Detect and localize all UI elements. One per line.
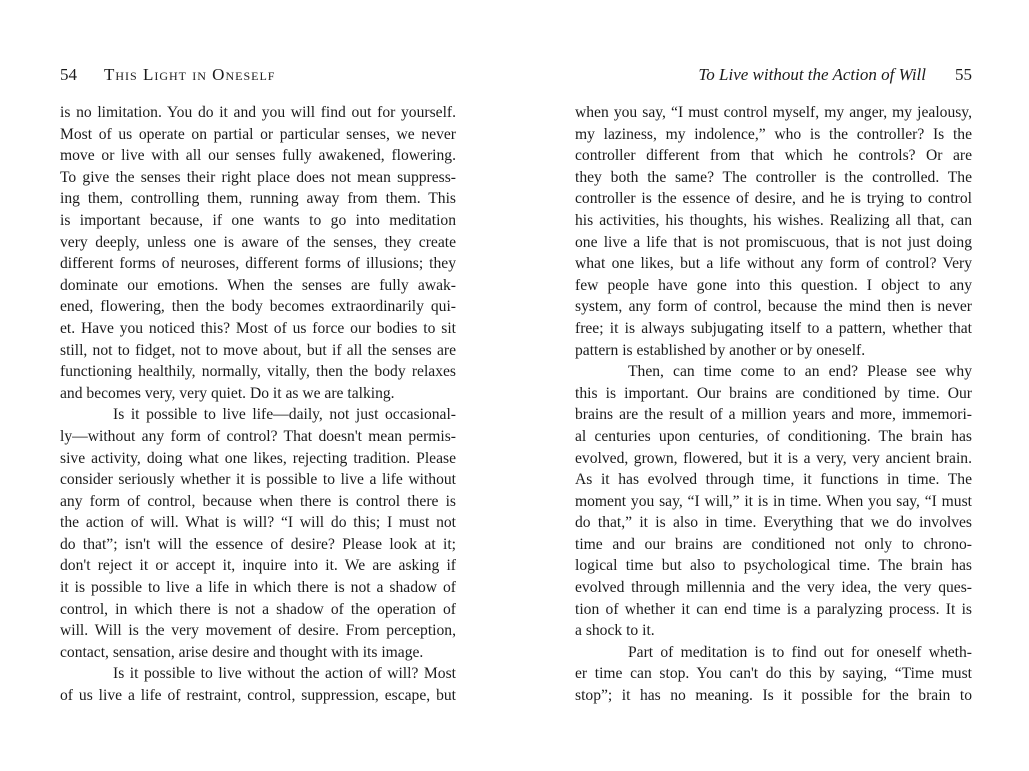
text-line: this is important. Our brains are conditioned by time. Our — [575, 384, 972, 402]
left-page-number: 54 — [60, 65, 77, 84]
text-line: the action of will. What is will? “I will do this; I must not — [60, 514, 456, 532]
right-page-number: 55 — [955, 65, 972, 84]
text-line: system, any form of control, because the mind then is never — [575, 298, 972, 316]
right-page — [575, 0, 972, 771]
text-line: stop”; it has no meaning. Is it possible for the brain to — [575, 687, 972, 705]
book-title: This Light in Oneself — [104, 65, 276, 84]
text-line: logical time but also to psychological time. The brain has — [575, 557, 972, 575]
text-line: when you say, “I must control myself, my anger, my jealousy, — [575, 104, 972, 121]
text-line: Most of us operate on partial or particular senses, we never — [60, 125, 456, 143]
chapter-title: To Live without the Action of Will — [698, 65, 926, 84]
left-body-text — [60, 102, 456, 707]
text-line: dominate our emotions. When the senses are fully awak- — [60, 276, 456, 294]
text-line: al centuries upon centuries, of conditioning. The brain has — [575, 427, 972, 445]
text-line: his activities, his thoughts, his wishes. Realizing all that, can — [575, 211, 972, 229]
text-line: ened, flowering, then the body becomes extraordinarily qui- — [60, 298, 456, 316]
text-line: evolved through millennia and the very idea, the very ques- — [575, 579, 972, 597]
text-line: free; it is always subjugating itself to a pattern, whether that — [575, 319, 972, 337]
text-line: brains are the result of a million years and more, immemori- — [575, 406, 972, 424]
right-running-head — [575, 64, 972, 86]
text-line: move or live with all our senses fully awakened, flowering. — [60, 147, 456, 165]
text-line: few people have gone into this question. I object to any — [575, 276, 972, 294]
text-line: and becomes very, very quiet. Do it as we are talking. — [60, 384, 395, 402]
text-line: different forms of neuroses, different forms of illusions; they — [60, 255, 456, 273]
text-line: Is it possible to live life—daily, not just occasional- — [113, 406, 456, 424]
text-line: is important because, if one wants to go into meditation — [60, 211, 456, 229]
text-line: ing them, controlling them, running away from them. This — [60, 190, 456, 208]
text-line: do that”; isn't will the essence of desire? Please look at it; — [60, 535, 456, 553]
text-line: Is it possible to live without the action of will? Most — [113, 665, 456, 683]
text-line: contact, sensation, arise desire and thought with its image. — [60, 643, 424, 661]
text-line: Part of meditation is to find out for oneself wheth- — [628, 643, 972, 661]
text-line: sive activity, doing what one likes, rejecting tradition. Please — [60, 449, 456, 467]
text-line: et. Have you noticed this? Most of us force our bodies to sit — [60, 319, 456, 337]
text-line: any form of control, because when there is control there is — [60, 492, 456, 510]
text-line: evolved, grown, flowered, but it is a very, very ancient brain. — [575, 449, 972, 467]
text-line: of us live a life of restraint, control, suppression, escape, but — [60, 687, 456, 705]
text-line: pattern is established by another or by oneself. — [575, 341, 866, 359]
left-running-head — [60, 64, 456, 86]
text-line: will. Will is the very movement of desire. From perception, — [60, 622, 456, 640]
text-line: To give the senses their right place does not mean suppress- — [60, 168, 456, 186]
text-line: they both the same? The controller is the controlled. The — [575, 168, 972, 186]
text-line: tion of whether it can end time is a paralyzing process. It is — [575, 600, 972, 618]
text-line: don't reject it or accept it, inquire into it. We are asking if — [60, 557, 456, 575]
text-line: ly—without any form of control? That doesn't mean permis- — [60, 427, 456, 445]
text-line: very deeply, unless one is aware of the senses, they create — [60, 233, 456, 251]
text-line: controller different from that which he controls? Or are — [575, 147, 972, 165]
text-line: consider seriously whether it is possible to live a life without — [60, 471, 456, 489]
text-line: As it has evolved through time, it functions in time. The — [575, 471, 972, 489]
text-line: it is possible to live a life in which there is not a shadow of — [60, 579, 456, 597]
text-line: time and our brains are conditioned not only to chrono- — [575, 535, 972, 553]
text-line: controller is the essence of desire, and he is trying to control — [575, 190, 972, 208]
text-line: one live a life that is not promiscuous, that is not just doing — [575, 233, 972, 251]
text-line: moment you say, “I will,” it is in time. When you say, “I must — [575, 492, 972, 510]
text-line: functioning healthily, normally, vitally, then the body relaxes — [60, 363, 456, 381]
text-line: Then, can time come to an end? Please see why — [628, 363, 972, 381]
text-line: control, in which there is not a shadow of the operation of — [60, 600, 456, 618]
text-line: do that,” it is also in time. Everything that we do involves — [575, 514, 972, 532]
text-line: is no limitation. You do it and you will find out for yourself. — [60, 104, 456, 121]
left-page — [60, 0, 456, 771]
text-line: still, not to fidget, not to move about, but if all the senses are — [60, 341, 456, 359]
text-line: a shock to it. — [575, 622, 655, 640]
text-line: what one likes, but a life without any form of control? Very — [575, 255, 972, 273]
text-line: er time can stop. You can't do this by saying, “Time must — [575, 665, 972, 683]
text-line: my laziness, my indolence,” who is the controller? Is the — [575, 125, 972, 143]
right-body-text — [575, 102, 972, 707]
